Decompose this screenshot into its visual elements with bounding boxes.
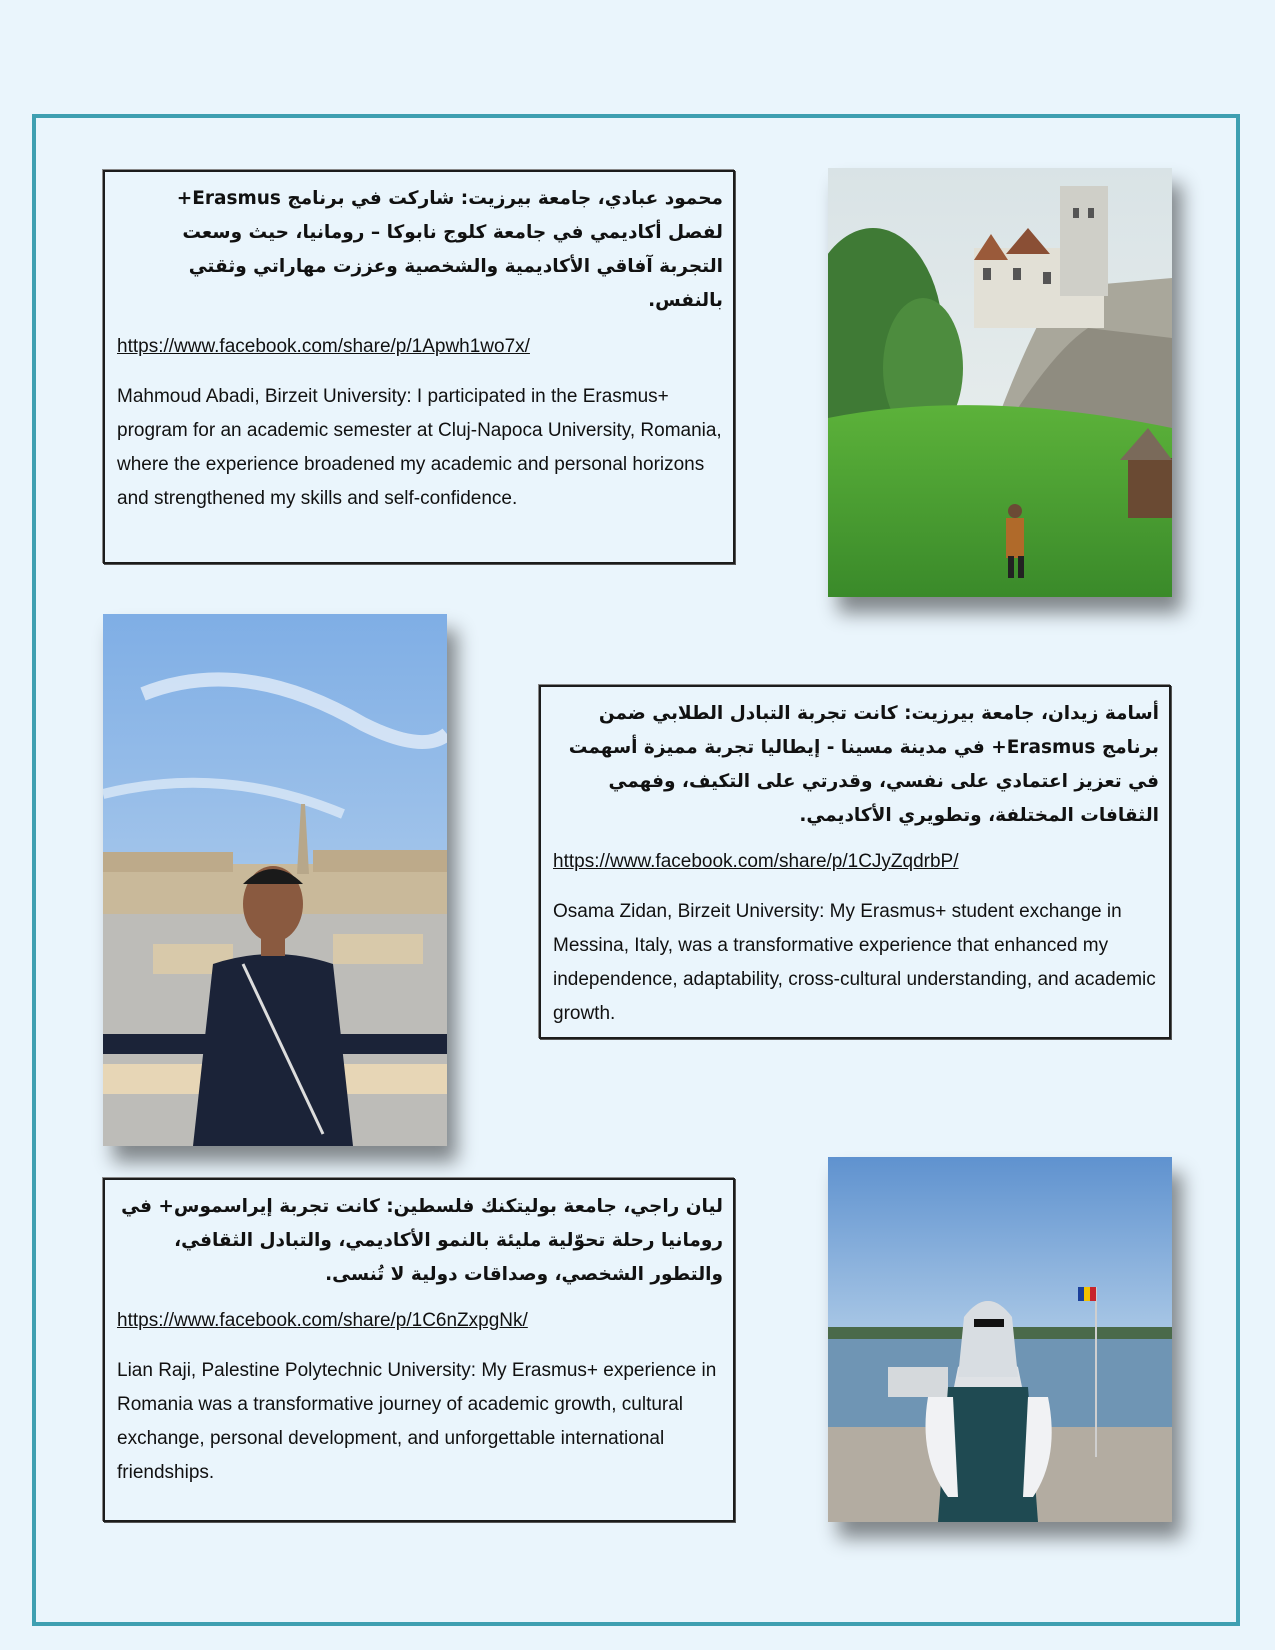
castle-image — [828, 168, 1172, 597]
facebook-link[interactable]: https://www.facebook.com/share/p/1C6nZxpgNk/ — [117, 1310, 528, 1331]
testimonial-arabic-text: محمود عبادي، جامعة بيرزيت: شاركت في برنامج Erasmus+ لفصل أكاديمي في جامعة كلوج نابوكا – رومانيا، حيث وسعت التجربة آفاقي الأكاديمية والشخصية وعززت مهاراتي وثقتي بالنفس. — [176, 188, 723, 311]
testimonial-card-osama — [539, 685, 1171, 1039]
testimonial-english-text: Mahmoud Abadi, Birzeit University: I participated in the Erasmus+ program for an academic semester at Cluj-Napoca University, Romania, where the experience broadened my academic and personal horizons and strengthened my skills and self-confidence. — [117, 386, 722, 509]
testimonial-arabic-text: ليان راجي، جامعة بوليتكنك فلسطين: كانت تجربة إيراسموس+ في رومانيا رحلة تحوّلية مليئة بالنمو الأكاديمي، والتبادل الثقافي، والتطور الشخصي، وصداقات دولية لا تُنسى. — [121, 1196, 723, 1285]
testimonial-english-text: Osama Zidan, Birzeit University: My Erasmus+ student exchange in Messina, Italy, was a transformative experience that enhanced my independence, adaptability, cross-cultural understanding, and academic growth. — [553, 901, 1156, 1024]
testimonial-card-lian — [103, 1178, 735, 1522]
vatican-image — [103, 614, 447, 1146]
photo-castle — [828, 168, 1172, 597]
facebook-link[interactable]: https://www.facebook.com/share/p/1CJyZqdrbP/ — [553, 851, 959, 872]
testimonial-arabic-text: أسامة زيدان، جامعة بيرزيت: كانت تجربة التبادل الطلابي ضمن برنامج Erasmus+ في مدينة مسينا - إيطاليا تجربة مميزة أسهمت في تعزيز اعتمادي على نفسي، وقدرتي على التكيف، وفهمي الثقافات المختلفة، وتطويري الأكاديمي. — [568, 703, 1159, 826]
river-image — [828, 1157, 1172, 1522]
photo-vatican — [103, 614, 447, 1146]
testimonial-card-mahmoud — [103, 170, 735, 564]
photo-river — [828, 1157, 1172, 1522]
facebook-link[interactable]: https://www.facebook.com/share/p/1Apwh1wo7x/ — [117, 336, 530, 357]
testimonial-english-text: Lian Raji, Palestine Polytechnic University: My Erasmus+ experience in Romania was a transformative journey of academic growth, cultural exchange, personal development, and unforgettable international friendships. — [117, 1360, 717, 1483]
